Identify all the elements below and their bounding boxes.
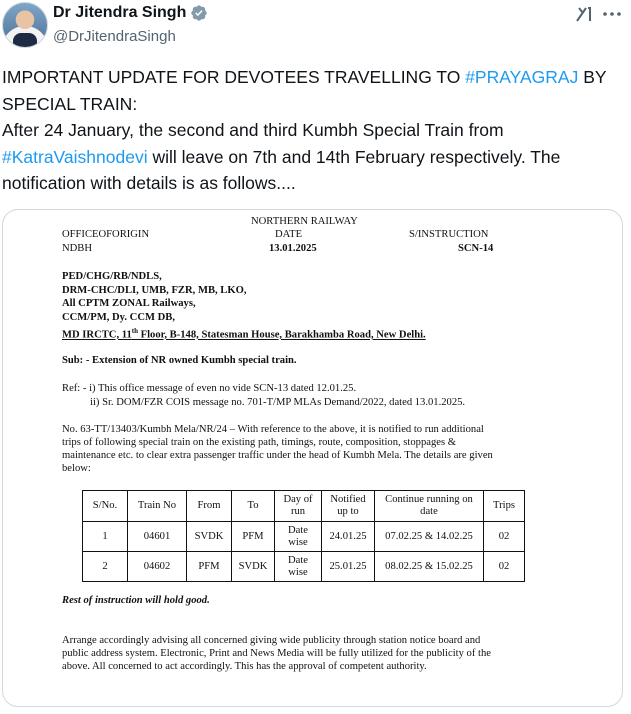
table-cell: 08.02.25 & 15.02.25 [375,552,484,582]
display-name[interactable]: Dr Jitendra Singh [53,4,187,21]
post-paragraph-2 [2,117,612,197]
subject-line: Sub: - Extension of NR owned Kumbh special train. [62,355,297,366]
table-row [83,552,525,582]
table-cell: PFM [187,552,232,582]
post-text-segment: BY SPECIAL TRAIN: [2,67,607,114]
closing-line: public address system. Electronic, Print and News Media will be fully utilized for the publicity of the [62,648,491,659]
address-irctc-post: Floor, B-148, Statesman House, Barakhamba Road, New Delhi. [137,329,426,341]
table-cell: 07.02.25 & 14.02.25 [375,522,484,552]
table-cell: 02 [484,522,525,552]
table-cell: 04601 [128,522,187,552]
table-cell: 25.01.25 [322,552,375,582]
attached-image[interactable] [2,209,623,707]
table-header-cell: Day of run [275,491,322,522]
table-cell: SVDK [187,522,232,552]
address-irctc-sup: th [131,327,138,335]
table-header-cell: Trips [484,491,525,522]
table-header-cell: Notified up to [322,491,375,522]
post-paragraph-1 [2,64,612,117]
table-cell: 24.01.25 [322,522,375,552]
table-cell: 2 [83,552,128,582]
table-header-cell: Continue running on date [375,491,484,522]
body-line: maintenance etc. to clear extra passenger traffic under the head of Kumbh Mela. The details are given [62,450,493,461]
more-options-icon[interactable] [600,4,624,24]
body-line: trips of following special train on the existing path, timings, route, composition, stoppages & [62,437,456,448]
address-line-irctc [62,327,426,341]
table-header-row [83,491,525,522]
hashtag-prayagraj[interactable]: #PRAYAGRAJ [465,67,579,87]
grok-icon[interactable] [574,4,594,24]
body-line: below: [62,463,91,474]
post-text-segment: IMPORTANT UPDATE FOR DEVOTEES TRAVELLING TO [2,67,466,87]
reference-1: Ref: - i) This office message of even no vide SCN-13 dated 12.01.25. [62,383,357,394]
post-text-segment: will leave on 7th and 14th February respectively. The notification with details is as follows.... [2,146,561,193]
address-irctc-pre: MD IRCTC, 11 [62,329,132,341]
table-header-cell: S/No. [83,491,128,522]
table-cell: 1 [83,522,128,552]
office-value: NDBH [62,243,93,254]
date-value: 13.01.2025 [269,243,317,254]
instruction-value: SCN-14 [458,243,494,254]
office-label: OFFICEOFORIGIN [62,229,150,240]
table-cell: 02 [484,552,525,582]
table-header-cell: To [232,491,275,522]
address-line: CCM/PM, Dy. CCM DB, [62,312,175,323]
table-cell: SVDK [232,552,275,582]
hashtag-katravaishnodevi[interactable]: #KatraVaishnodevi [2,146,148,167]
railway-notice-document [3,210,622,706]
table-cell: 04602 [128,552,187,582]
post-text [2,64,612,197]
name-row [53,4,208,22]
user-handle[interactable]: @DrJitendraSingh [53,28,176,45]
avatar[interactable] [2,2,48,48]
table-cell: Date wise [275,522,322,552]
table-header-cell: From [187,491,232,522]
address-line: All CPTM ZONAL Railways, [62,298,196,309]
address-line: PED/CHG/RB/NDLS, [62,271,162,282]
closing-line: above. All concerned to act accordingly. This has the approval of competent authority. [62,661,427,672]
verified-badge-icon [190,4,208,22]
table-cell: Date wise [275,552,322,582]
date-label: DATE [275,229,303,240]
table-row [83,522,525,552]
post-text-segment: After 24 January, the second and third Kumbh Special Train from [2,120,504,140]
closing-line: Arrange accordingly advising all concerned giving wide publicity through station notice board and [62,635,481,646]
table-cell: PFM [232,522,275,552]
address-line: DRM-CHC/DLI, UMB, FZR, MB, LKO, [62,285,247,296]
reference-2: ii) Sr. DOM/FZR COIS message no. 701-T/MP MLAs Demand/2022, dated 13.01.2025. [90,397,466,408]
org-name: NORTHERN RAILWAY [251,216,358,227]
table-header-cell: Train No [128,491,187,522]
special-train-table [82,490,525,582]
instruction-label: S/INSTRUCTION [409,229,489,240]
rest-of-instruction: Rest of instruction will hold good. [62,595,210,606]
body-line: No. 63-TT/13403/Kumbh Mela/NR/24 – With reference to the above, it is notified to run additional [62,424,484,435]
post-header [0,0,631,60]
